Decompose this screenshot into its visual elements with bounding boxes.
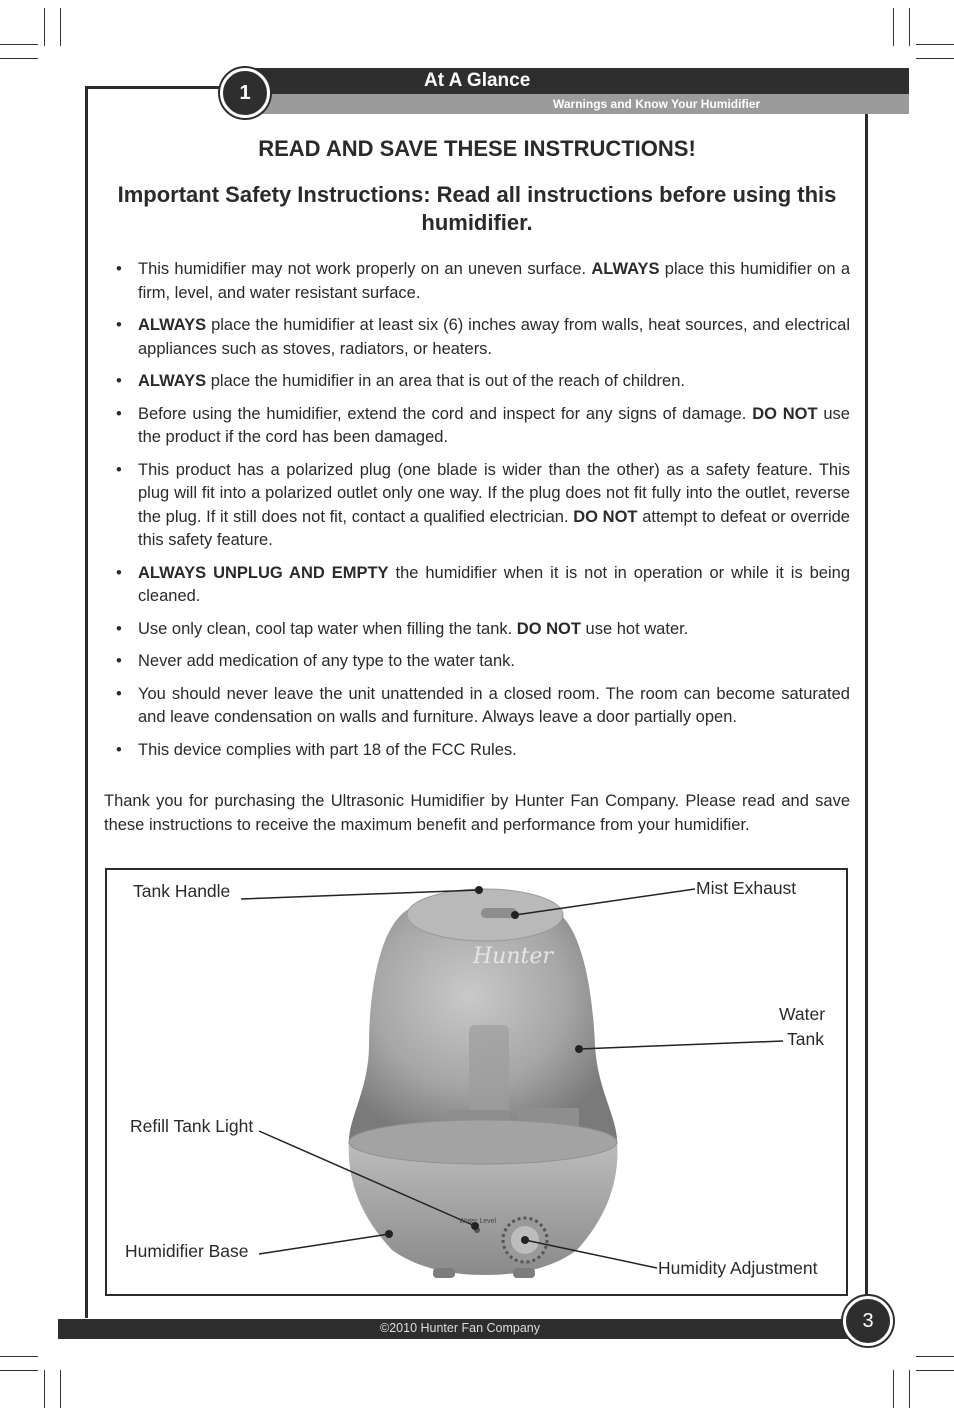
- safety-instruction-item: [110, 314, 850, 361]
- crop-mark: [916, 1356, 954, 1357]
- safety-instruction-item: [110, 258, 850, 305]
- humidifier-diagram: [105, 868, 848, 1296]
- instruction-text: place the humidifier at least six (6) inches away from walls, heat sources, and electrical appliances such as stoves, radiators, or heaters.: [138, 316, 850, 358]
- page-frame-top: [85, 86, 230, 89]
- crop-mark: [60, 1370, 61, 1408]
- bullet-dot: •: [116, 460, 122, 479]
- emphasis-text: ALWAYS UNPLUG AND EMPTY: [138, 563, 389, 582]
- emphasis-text: DO NOT: [573, 507, 638, 526]
- crop-mark: [893, 1370, 894, 1408]
- instruction-text: the humidifier when it is not in operation or while it is being cleaned.: [138, 563, 850, 605]
- bullet-dot: •: [116, 563, 122, 582]
- safety-instruction-item: [110, 459, 850, 553]
- label-water-tank-2: Tank: [787, 1029, 824, 1049]
- crop-mark: [44, 1370, 45, 1408]
- safety-instruction-item: [110, 403, 850, 450]
- crop-mark: [893, 8, 894, 46]
- safety-instruction-item: [110, 739, 850, 763]
- label-mist-exhaust: Mist Exhaust: [696, 878, 797, 898]
- emphasis-text: ALWAYS: [138, 316, 207, 334]
- safety-instruction-item: [110, 562, 850, 609]
- crop-mark: [916, 1370, 954, 1371]
- crop-mark: [60, 8, 61, 46]
- crop-mark: [44, 8, 45, 46]
- instruction-text: use the product if the cord has been damaged.: [138, 404, 850, 446]
- crop-mark: [909, 8, 910, 46]
- instruction-text: This humidifier may not work properly on an uneven surface.: [138, 260, 592, 278]
- section-number-badge: 1: [220, 68, 270, 118]
- instruction-text: place the humidifier in an area that is out of the reach of children.: [206, 372, 685, 390]
- page-number-badge: 3: [843, 1296, 893, 1346]
- brand-logo: Hunter: [473, 944, 553, 969]
- crop-mark: [909, 1370, 910, 1408]
- emphasis-text: DO NOT: [516, 619, 581, 638]
- instruction-text: place this humidifier on a firm, level, and water resistant surface.: [138, 260, 850, 302]
- page-heading: READ AND SAVE THESE INSTRUCTIONS!: [258, 136, 696, 161]
- crop-mark: [0, 1356, 38, 1357]
- crop-mark: [0, 1370, 38, 1371]
- crop-mark: [916, 58, 954, 59]
- label-tank-handle: Tank Handle: [133, 881, 231, 901]
- emphasis-text: ALWAYS: [138, 372, 207, 390]
- instruction-text: This device complies with part 18 of the FCC Rules.: [138, 740, 517, 759]
- safety-instruction-item: [110, 683, 850, 730]
- bullet-dot: •: [116, 260, 122, 278]
- page-subheading: Important Safety Instructions: Read all instructions before using this humidifier.: [117, 182, 837, 235]
- label-humidity-adjustment: Humidity Adjustment: [658, 1258, 818, 1278]
- label-humidifier-base: Humidifier Base: [125, 1241, 249, 1261]
- instruction-text: attempt to defeat or override this safety feature.: [138, 507, 850, 549]
- label-water-tank-1: Water: [779, 1004, 826, 1024]
- bullet-dot: •: [116, 372, 122, 390]
- page-frame-right: [865, 114, 868, 1304]
- bullet-dot: •: [116, 316, 122, 334]
- safety-instruction-item: [110, 370, 850, 394]
- safety-instruction-item: [110, 618, 850, 642]
- bullet-dot: •: [116, 404, 122, 423]
- instruction-text: Before using the humidifier, extend the cord and inspect for any signs of damage.: [138, 404, 753, 423]
- section-subtitle: Warnings and Know Your Humidifier: [553, 97, 761, 111]
- instruction-text: Use only clean, cool tap water when filling the tank.: [138, 619, 517, 638]
- emphasis-text: DO NOT: [752, 404, 818, 423]
- label-refill-tank-light: Refill Tank Light: [130, 1116, 254, 1136]
- crop-mark: [916, 44, 954, 45]
- emphasis-text: ALWAYS: [591, 260, 660, 278]
- humidifier-illustration: [107, 870, 850, 1298]
- thank-you-paragraph: Thank you for purchasing the Ultrasonic Humidifier by Hunter Fan Company. Please read and save these instructions to receive the maximum benefit and performance from your humidifier.: [104, 792, 850, 834]
- bullet-dot: •: [116, 684, 122, 703]
- bullet-dot: •: [116, 619, 122, 638]
- copyright: ©2010 Hunter Fan Company: [380, 1321, 540, 1335]
- safety-instruction-item: [110, 650, 850, 674]
- instruction-text: use hot water.: [580, 619, 689, 638]
- bullet-dot: •: [116, 652, 122, 670]
- dial-label: Water Level: [459, 1218, 497, 1225]
- crop-mark: [0, 58, 38, 59]
- instruction-text: This product has a polarized plug (one blade is wider than the other) as a safety feature. This plug will fit into a polarized outlet only one way. If the plug does not fit fully into the outlet, reverse the plug. If it still does not fit, contact a qualified electrician.: [138, 460, 850, 526]
- section-title: At A Glance: [424, 70, 531, 91]
- crop-mark: [0, 44, 38, 45]
- safety-instructions-list: [110, 258, 850, 771]
- bullet-dot: •: [116, 740, 122, 759]
- instruction-text: You should never leave the unit unattended in a closed room. The room can become saturated and leave condensation on walls and furniture. Always leave a door partially open.: [138, 684, 850, 726]
- header-bar: [245, 68, 909, 94]
- page-frame-left: [85, 86, 88, 1318]
- instruction-text: Never add medication of any type to the water tank.: [138, 652, 515, 670]
